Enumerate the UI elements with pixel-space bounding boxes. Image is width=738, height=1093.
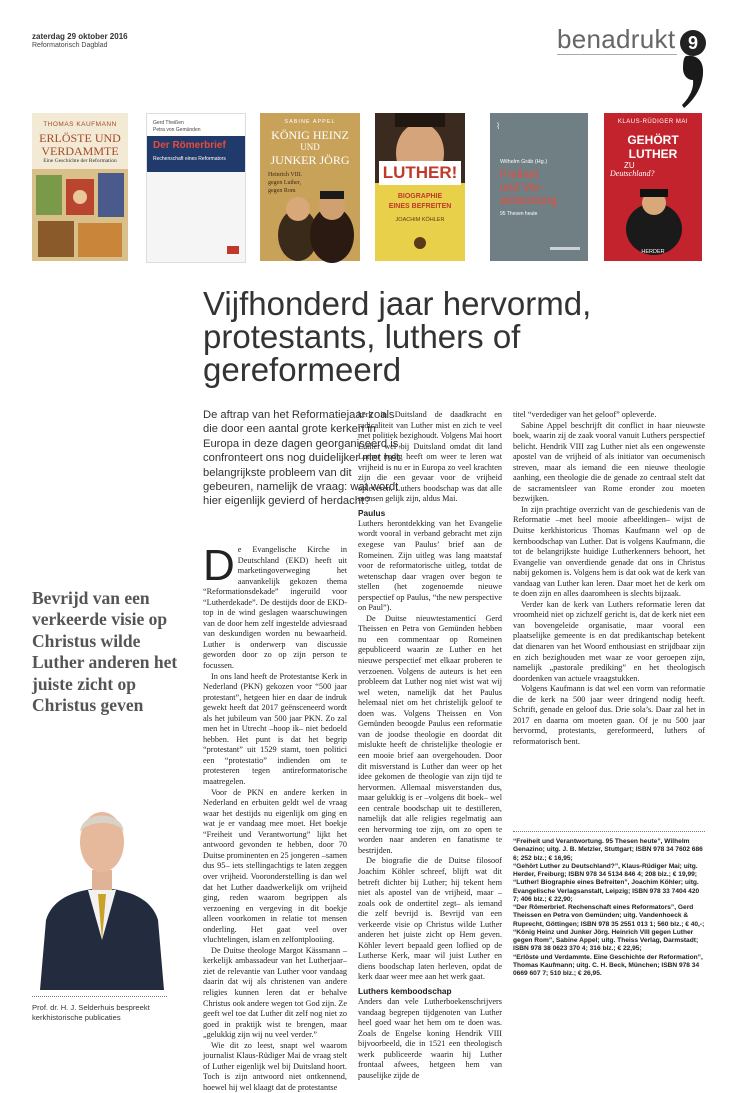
author-photo [32,790,172,990]
book-cover-erloeste-und-verdammte [32,113,128,261]
book-title: ERLÖSTE UND [39,131,121,145]
title-band [147,136,245,172]
book-title: LUTHER [628,147,678,161]
book-subtitle: Rechenschaft eines Reformators [153,156,226,162]
book-author: Wilhelm Gräb (Hg.) [500,159,548,165]
paragraph: Sabine Appel beschrijft dit conflict in haar nieuwste boek, waarin zij de zaak vooral vanuit Luthers perspectief belicht. Hendrik VIII zag Luther niet als een ongewenste apostel van de vrijheid of als initiator van oecumenisch streven, maar als iemand die een nieuwe theologie aanhing, een theologie die de genade zo centraal stelt dat de sacramentsleer van Rome eronder zou moeten bezwijken. [513,420,705,504]
book-author: Petra von Gemünden [153,127,201,133]
book-title: UND [300,142,320,152]
bibliography [513,838,705,978]
comma-logo-icon [682,52,708,112]
bibliography-entry: “Freiheit und Verantwortung. 95 Thesen heute”, Wilhelm Genazino; uitg. J. B. Metzler, Stuttgart; ISBN 978 34 7602 686 6; 252 blz.; € 16,95; [513,838,703,862]
paragraph: Anders dan vele Lutherboekenschrijvers vandaag begrepen tijdgenoten van Luther heel goed waar het hem om te doen was. Zoals de Engelse koning Hendrik VIII bijvoorbeeld, die in 1521 een theologisch werk publiceerde waarin hij Luther frontaal afwees, hetgeen hem van pauselijke zijde de [358,996,502,1080]
book-subtitle: Eine Geschichte der Reformation [43,158,117,164]
wifi-symbol-icon: ⌇ [496,121,501,131]
book-title: LUTHER! [382,163,458,182]
book-title: JUNKER JÖRG [270,153,350,167]
book-author: SABINE APPEL [284,119,336,125]
paragraph: Volgens Kaufmann is dat wel een vorm van reformatie die de kerk na 500 jaar weer dringend nodig heeft. Schrift, genade en geloof dus. Drie sola’s. Daar zal het in 2017 en daarna om moeten gaan. Of je nu 500 jaar hervormd, protestants, gereformeerd, luthers of reformatorisch bent. [513,684,705,746]
caption-divider [32,996,167,997]
book-title: antwortung [500,195,557,207]
paragraph: Verder kan de kerk van Luthers reformatie leren dat vroomheid niet op zichzelf gericht is, dat de kerk niet een van bovengeleide organisatie, maar vooral een plaatselijke gemeente is en dat predikantschap betekent dat dienaren van het Woord enthousiast en strijdbaar zijn en zich bezighouden met waar ze voor geroepen zijn, namelijk „pastorale prediking” en het theologisch doordenken van actuele vraagstukken. [513,599,705,683]
drop-cap: D [203,541,235,590]
newspaper-name: Reformatorisch Dagblad [32,42,108,49]
photo-caption: Prof. dr. H. J. Selderhuis bespreekt kerkhistorische publicaties [32,1003,150,1022]
publisher-logo-icon [414,237,426,249]
paragraph: De Duitse nieuwtestamenticí Gerd Theissen en Petra von Gemünden hebben nu een commentaar op Romeinen gepubliceerd waarin ze Luther en het nieuwe perspectief met elkaar proberen te verzoenen. Volgens de auteurs is het een probleem dat Luther nog niet wist wat wij wel weten, namelijk dat het Paulus helemaal niet om het christelijk geloof te doen was. Volgens Theissen en Von Gemünden beoogde Paulus een reformatie van de joodse theologie en doordat dit mislukte heeft de christelijke theologie er een mooie brief aan overgehouden. Door dit misverstand is Luther dan weer op het idee gekomen de theologie van zijn tijd te hervormen. Allemaal misverstanden dus, maar gelukkig is er –volgens dit boek– wel een centrale boodschap uit te destilleren, namelijk dat alle religies regelmatig aan een hervorming toe zijn, om zo open te worden naar anderen en fanatisme te bestrijden. [358,613,502,855]
paragraph: De Duitse theologe Margot Kässmann –kerkelijk ambassadeur van het Lutherjaar– ziet de relevantie van Luther voor vandaag daarin dat wij als christenen van andere religies kunnen leren dat er behalve Christus ook andere wegen tot God zijn. Ze geeft wel toe dat Luther dit zelf nog niet zo goed in praktijk wist te brengen, maar „gelukkig zijn wij nu veel verder.” [203,945,347,1040]
subheading: Luthers kemboodschap [358,985,452,996]
paragraph-text: e Evangelische Kirche in Deutschland (EKD) heeft uit marketingoverweging het aanvankelijk gekozen thema “Reformationsdekade” ingeruild voor “Lutherdekade”. De destijds door de EKD-top in de wind geslagen waarschuwingen van de door hem zelf ingestelde adviesraad van deskundigen worden nu bewaarheid. Luther is onderwerp van discussie geworden door zo op zijn person te focussen. [203,545,347,671]
book-author: JOACHIM KÖHLER [395,217,445,223]
bibliography-entry: “König Heinz und Junker Jörg. Heinrich VIII gegen Luther gegen Rom”, Sabine Appel; uitg. Theiss Verlag, Darmstadt; ISBN 978 38 0623 370 4; 316 blz.; € 22,95; [513,928,699,953]
luther-figure-illustration [604,181,702,245]
title-box [379,161,461,185]
article-column-2 [358,410,502,1081]
issue-date: zaterdag 29 oktober 2016 [32,32,128,41]
book-title: VERDAMMTE [41,144,119,158]
paragraph: titel “verdediger van het geloof” opleverde. [513,410,657,419]
book-subtitle: BIOGRAPHIE [397,193,443,200]
article-intro: De aftrap van het Reformatiejaar zoals die door een aantal grote kerken in Europa in deze dagen georganiseerd is, confronteert ons nog duidelijker met het belangrijkste probleem van dit gebeuren, namelijk de vraag: wat wordt hier eigenlijk gevierd of herdacht? [203,409,402,508]
article-headline: Vijfhonderd jaar hervormd, protestants, luthers of gereformeerd [203,285,592,388]
section-rule [557,54,677,55]
bibliography-entry: “Der Römerbrief. Rechenschaft eines Reformators”, Gerd Theissen en Petra von Gemünden; uitg. Vandenhoeck & Ruprecht, Göttingen; ISBN 978 35 2551 013 1; 560 blz.; € 40,-; [513,904,705,928]
book-cover-koenig-heinz [260,113,360,261]
medieval-woodcut-illustration [32,169,128,261]
book-title: und Ver- [500,182,544,194]
book-title: Deutschland? [610,169,655,178]
book-author: Gerd Theißen [153,120,184,126]
bibliography-entry: “Luther! Biographie eines Befreiten”, Joachim Köhler; uitg. Evangelische Verlagsanstalt, Leipzig; ISBN 978 33 7404 420 7; 406 blz.; € 22,90; [513,879,700,903]
paragraph: kerk in Duitsland de daadkracht en radicaliteit van Luther mist en zich te veel met politiek bezighoudt. Volgens Mai hoort Luther wel bij Duitsland omdat dit land Luther nodig heeft om weer te leren wat vrijheid is nu er in Europa zo veel krachten zijn die een gevaar voor de vrijheid opleveren. Luthers boodschap was dat alle mensen gelijk zijn, aldus Mai. [358,410,502,504]
book-author: KLAUS-RÜDIGER MAI [617,119,689,125]
publisher-name: HERDER [641,249,665,255]
book-subtitle: Heinrich VIII. gegen Luther, gegen Rom [268,172,303,194]
bibliography-divider [513,831,705,832]
article-column-1 [203,541,347,1093]
book-cover-luther [375,113,465,261]
book-title: Freiheit [500,169,539,181]
paragraph: Luthers herontdekking van het Evangelie wordt vooral in verband gebracht met zijn exegese van Paulus’ brief aan de Romeinen. Zijn uitleg was lang maatstaf voor de reformatorische uitleg, totdat de wetenschap daar vragen over begon te stellen (het zogenoemde nieuwe perspectief op Paulus, “the new perspective on Paul”). [358,518,502,613]
portrait-illustration [260,169,360,261]
book-subtitle: EINES BEFREITEN [388,203,452,210]
paragraph: In zijn prachtige overzicht van de geschiedenis van de Reformatie –met heel mooie afbeeldingen– wijst de Duitse kerkhistoricus Thomas Kaufmann wel op de kernboodschap van Luther. Dat is volgens Kaufmann, die tot de belangrijkste huidige Lutherkenners behoort, het Evangelie van onverdiende genade dat ons in Christus nabij gekomen is. Volgens hem is dat ook wat de kerk van vandaag van Luther kan leren. Daar moet het de kerk om te doen zijn en alles daaromheen is slechts bijzaak. [513,504,705,599]
bibliography-entry: “Erlöste und Verdammte. Eine Geschichte der Reformation”, Thomas Kaufmann; uitg. C. H. Beck, München; ISBN 978 34 0669 607 7; 510 blz.; € 26,95. [513,953,703,977]
book-author: THOMAS KAUFMANN [43,121,117,128]
page-number: 9 [680,30,706,56]
book-title: ZU [624,161,635,170]
publisher-logo-icon [550,247,580,250]
book-title: GEHÖRT [627,133,679,147]
paragraph: De biografie die de Duitse filosoof Joachim Köhler schreef, blijft wat dit betreft dichter bij Luther; hij tekent hem niet als apostel van de vrijheid, maar –zoals ook de ondertitel zegt– als iemand die zelf bevrijd is. Bevrijd van een verkeerde visie op Christus wilde Luther anderen het juiste zicht op Hem geven. Köhler levert bepaald geen loflied op de Lutherse Kerk, maar wil juist Luther en diens boodschap laten herleven, opdat de kerk daar weer mee aan het werk gaat. [358,856,502,982]
book-subtitle: 95 Thesen heute [500,211,538,217]
book-title: KÖNIG HEINZ [271,128,349,142]
bibliography-entry: “Gehört Luther zu Deutschland?”, Klaus-Rüdiger Mai; uitg. Herder, Freiburg; ISBN 978 34 5134 846 4; 208 blz.; € 19,99; [513,862,698,878]
book-cover-gehoert-luther-zu-deutschland [604,113,702,261]
publisher-logo-icon [227,246,239,254]
book-cover-der-roemerbrief [146,113,246,263]
paragraph [203,541,347,672]
article-column-3 [513,410,705,748]
book-title: Der Römerbrief [153,140,226,151]
subheading: Paulus [358,507,386,518]
book-cover-freiheit-und-verantwortung [490,113,588,261]
paragraph: In ons land heeft de Protestantse Kerk in Nederland (PKN) gekozen voor “500 jaar protestant”, hetgeen hier en daar de indruk gewekt heeft dat 2017 geënsceneerd wordt als het jubileum van 500 jaar PKN. Zo zal men het in Utrecht –hoop ik– niet bedoeld hebben. Het punt is dat het begrip “protestant” uit 1529 stamt, toen politici een “protestatio” indienden om te protesteren tegen antireformatorische maatregelen. [203,671,347,787]
paragraph: Voor de PKN en andere kerken in Nederland en erbuiten geldt wel de vraag waar het destijds nu eigenlijk om ging en wat je er vandaag mee moet. Het boekje “Freiheit und Verantwortung” lijkt het antwoord gevonden te hebben, door 70 Duitse prominenten en 25 jongeren –samen dus 95– iets stellingachtigs te laten zeggen over vrijheid. Vooronderstelling is dan wel dat het Luther daadwerkelijk om vrijheid ging, reden waarom begrippen als verzoening en vergeving in dit boekje alleen voorkomen in relatie tot mensen onderling. Het gaat veel over vluchtelingen, islam en zelfontplooiing. [203,787,347,945]
pull-quote: Bevrijd van een verkeerde visie op Christus wilde Luther anderen het juiste zicht op Christus geven [32,588,178,716]
paragraph: Wie dit zo leest, snapt wel waarom journalist Klaus-Rüdiger Mai de vraag stelt of Luther eigenlijk wel bij Duitsland hoort. Toch is zijn antwoord niet ontkennend, hoewel hij wel klaagt dat de protestantse [203,1040,347,1092]
section-title: benadrukt [557,24,676,54]
